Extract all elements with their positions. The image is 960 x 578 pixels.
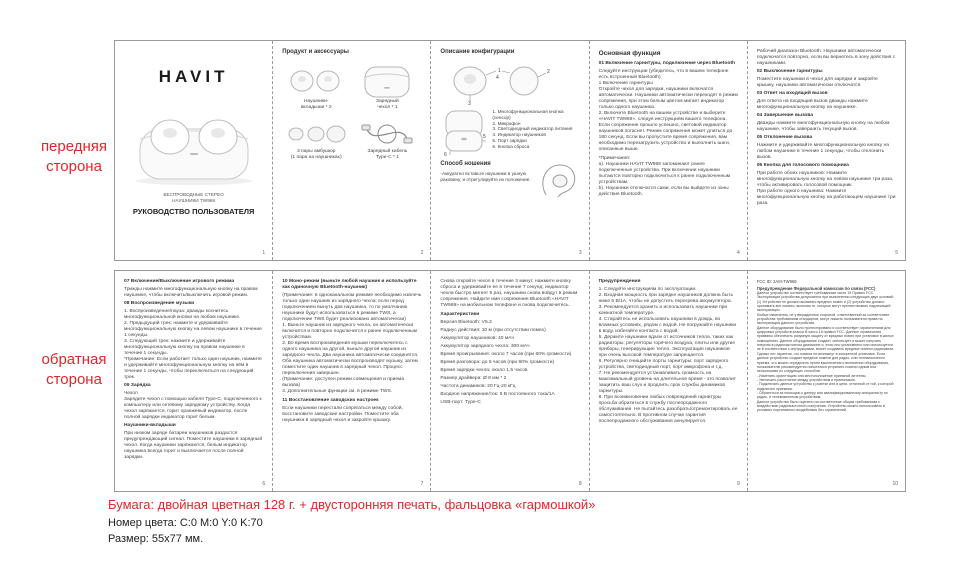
spec-item: USB-порт: Type-C bbox=[440, 400, 481, 405]
section-03-text: Для ответа на входящий вызов дважды нажмите многофункциональную кнопку на наушнике. bbox=[756, 99, 868, 110]
reset-text: Снова откройте чехол в течение 3 минут, нажмите кнопку сброса и удерживайте ее в течение 7 секунд; индикатор чехла быстро мигнет 5 раз, наушники снова войдут в режим сопряжения. Найдите имя сопряжения Bluetooth «HAVIT TW969» на мобильном телефоне и снова подключитесь. bbox=[440, 279, 578, 308]
front-label-line1: передняя bbox=[40, 138, 108, 155]
config-panel bbox=[431, 41, 589, 260]
cover-subtitle-2: НАУШНИКИ TW969 bbox=[172, 198, 216, 203]
config-item: 1. Многофункциональная кнопка (сенсор) bbox=[492, 109, 564, 120]
section-04-title: 04 Завершение вызова bbox=[756, 113, 814, 118]
section-08-title: 08 Воспроизведение музыки bbox=[124, 301, 195, 306]
section-11-title: 11 Восстановление заводских настроек bbox=[282, 398, 379, 403]
specs-heading: Характеристики bbox=[440, 312, 480, 317]
ear-tips-label: 3 пары амбушюр (1 пара на наушниках) bbox=[290, 149, 342, 160]
notes-text: *Примечания: a). Наушники HAVIT TW969 запоминают ранее подключенные устройства. При включении наушники пытаются повторно подключиться к ранее подключенным устройствам. b). Наушники отключатся сами, если вы выйдете из зоны действия Bluetooth. bbox=[598, 156, 731, 197]
products-panel bbox=[273, 41, 431, 260]
page-number: 7 bbox=[420, 481, 424, 487]
color-spec: Номер цвета: C:0 M:0 Y:0 K:70 bbox=[108, 517, 263, 529]
config-item: 3. Светодиодный индикатор питания bbox=[492, 126, 573, 132]
panel-9 bbox=[590, 271, 748, 491]
specs-list bbox=[440, 320, 579, 406]
section-10-title: 10 Моно-режим (выньте любой наушник и используйте как одиночную Bluetooth-наушник) bbox=[282, 279, 417, 290]
front-sheet bbox=[114, 40, 906, 261]
fcc-text: Данное устройство соответствует требованиям части 15 Правил FCC. Эксплуатация устройства допускается при выполнении следующих двух условий: (1) Устройство не должно вызывать вредных помех и (2) устройство должно принимать все помехи, включая те, которые могут препятствовать надлежащей эксплуатации. Любые изменения, не утвержденные стороной, ответственной за соответствие устройства требованиям стандартов, могут лишить пользователя права на эксплуатацию данного устройства. Данное оборудование было протестировано и соответствует ограничениям для цифровых устройств класса B части 15 правил FCC. Данные ограничения призваны обеспечить разумную защиту от вредных помех при установке в жилых помещениях. Данное оборудование создает, использует и может излучать энергию в радиочастотном диапазоне и, если оно установлено или используется не в соответствии с инструкциями, может создавать вредные помехи радиосвязи. Однако нет гарантии, что помехи не возникнут в конкретной установке. Если данное устройство создает вредные помехи для радио- или телевизионного приема, что можно определить путем выключения и включения оборудования, пользователю рекомендуется попытаться устранить помехи одним или несколькими из следующих способов: - Изменить ориентацию или местоположение приемной антенны. - Увеличить расстояние между устройством и приемником. - Подключить данное устройство к розетке или в цепи, отличной от той, к которой подключен приемник. - Обратиться за помощью к дилеру или квалифицированному специалисту по радио- и телевизионным устройствам. Данное устройство было оценено на соответствие общим требованиям к воздействию радиочастотного излучения. Устройство можно использовать в условиях портативного воздействия без ограничений. bbox=[756, 291, 894, 413]
page-number: 6 bbox=[262, 481, 266, 487]
section-05-text: Нажмите и удерживайте многофункциональную кнопку на любом наушнике в течение 1 секунды, чтобы отклонить вызов. bbox=[756, 143, 889, 160]
panel-7 bbox=[273, 271, 431, 491]
usb-cable-icon bbox=[353, 119, 421, 149]
cover-title: РУКОВОДСТВО ПОЛЬЗОВАТЕЛЯ bbox=[132, 207, 255, 216]
config-item: 5. Порт зарядки bbox=[492, 137, 527, 143]
callout-5: 5 bbox=[483, 134, 487, 140]
section-07-title: 07 Включение/Выключение игрового режима bbox=[124, 279, 235, 284]
charging-case-icon bbox=[353, 63, 421, 99]
brand-logo: HAVIT bbox=[158, 67, 229, 86]
basic-function-panel bbox=[590, 41, 748, 260]
page-number: 10 bbox=[892, 481, 899, 487]
spec-item: Время разговора: до 5 часов (при 60% громкости) bbox=[440, 360, 555, 365]
size-spec: Размер: 55х77 мм. bbox=[108, 533, 204, 545]
functions-panel bbox=[748, 41, 905, 260]
products-heading: Продукт и аксессуары bbox=[282, 49, 349, 55]
spec-item: Аккумулятор наушников: 40 мАч bbox=[440, 336, 515, 341]
section-01-text: Следуйте инструкции (убедитесь, что в вашем телефоне есть встроенный Bluetooth) 1 Включение гарнитуры Откройте чехол для зарядки, наушники включатся автоматически. Наушники автоматически переходят в режим сопряжения, при этом белым цветом мигает индикатор только одного наушника. 2. Включите Bluetooth на вашем устройстве и выберите «HAVIT TW969». следуя инструкциям вашего телефона. Если сопряжение прошло успешно, световой индикатор наушников погаснет. Режим сопряжения может длиться до 180 секунд. Если вы пропустите время сопряжения, вам необходимо перезагрузить устройство и выполнить шаги, описанные выше. bbox=[598, 69, 738, 152]
earbuds-icon bbox=[282, 63, 350, 99]
config-heading: Описание конфигурации bbox=[440, 49, 515, 55]
section-02-title: 02 Выключение гарнитуры bbox=[756, 69, 823, 74]
spec-item: Частота динамиков: 20 Гц-20 кГц bbox=[440, 384, 516, 389]
spec-item: Аккумулятор зарядного чехла: 300 мАч bbox=[440, 344, 530, 349]
page-number: 2 bbox=[420, 250, 424, 256]
config-item: 2. Микрофон bbox=[492, 120, 521, 126]
fcc-heading: Предупреждение Федеральной комиссии по связи (FCC) bbox=[756, 286, 876, 291]
back-label-line2: сторона bbox=[46, 371, 102, 388]
back-side-label bbox=[34, 350, 114, 390]
cable-item bbox=[353, 119, 421, 163]
config-list bbox=[492, 105, 579, 157]
page-number: 4 bbox=[737, 250, 740, 256]
cover-subtitle-1: БЕСПРОВОДНЫЕ СТЕРЕО bbox=[163, 192, 224, 197]
section-09-text: Чехол Зарядите чехол с помощью кабеля Type-C, подключенного к компьютеру или сетевому зарядному устройству. Когда чехол заряжается, горит оранжевый индикатор, после полной зарядки индикатор горит белым. bbox=[124, 391, 262, 420]
spec-item: Время проигрывания: около 7 часов (при 60% громкости) bbox=[440, 352, 572, 357]
back-label-line1: обратная bbox=[41, 351, 107, 368]
section-10-text: (Примечание: в одноканальном режиме необходимо извлечь только один наушник из зарядного чехла; если перед подключением вынуть два наушника, то по умолчанию наушники будут использоваться в режиме TWS, а подключение TWS будет реализовано автоматически) 1. Выньте наушник из зарядного чехла, он автоматически включится и повторно подключится к ранее подключенным устройствам. 2. Во время воспроизведения музыки переключитесь с одного наушника на другой, выньте другой наушник из зарядного чехла. Два наушника автоматически соединятся. Оба наушника автоматически воспроизводят музыку, затем поместите один наушник в зарядный чехол. Процесс переключения завершен. (Примечание: доступен режим совмещения и приема вызова) 3. Дополнительные функции см. в режиме TWS. bbox=[282, 293, 422, 394]
paper-spec: Бумага: двойная цветная 128 г. + двусторонняя печать, фальцовка «гармошкой» bbox=[108, 497, 596, 512]
spec-item: Время зарядки чехла: около 1,5 часов bbox=[440, 368, 528, 373]
spec-item: Размер драйвера: Ø 8 мм * 2 bbox=[440, 376, 507, 381]
panel-10 bbox=[748, 271, 905, 491]
spec-item: Радиус действия: 10 м (при отсутствии помех) bbox=[440, 328, 546, 333]
cover-panel bbox=[115, 41, 273, 260]
callout-2: 2 bbox=[547, 69, 551, 75]
section-09b-title: Наушники-вкладыши bbox=[124, 423, 176, 428]
wear-text: -Аккуратно вставьте наушники в ушную раковину, и отрегулируйте их положение. bbox=[440, 171, 531, 182]
callout-4: 4 bbox=[496, 75, 500, 81]
page-number: 1 bbox=[262, 250, 266, 256]
ear-wearing-icon bbox=[536, 161, 580, 201]
back-sheet bbox=[114, 270, 906, 492]
spec-item: Входное напряжение/ток: 5 В постоянного тока/1А bbox=[440, 392, 555, 397]
fcc-id: FCC ID: 2AM-TW969 bbox=[756, 279, 797, 284]
spec-item: Версия Bluetooth: V5.3 bbox=[440, 320, 492, 325]
panel-8 bbox=[431, 271, 589, 491]
section-01-title: 01 Включение гарнитуры, подключение через Bluetooth bbox=[598, 61, 735, 66]
section-11-text: Если наушники перестали сопрягаться между собой, восстановите заводские настройки. Поместите оба наушника в зарядный чехол и закройте крышку. bbox=[282, 406, 403, 423]
case-item bbox=[353, 63, 421, 113]
section-02-text: Поместите наушники в чехол для зарядки и закройте крышку, наушники автоматически отключатся. bbox=[756, 77, 878, 88]
warnings-heading: Предупреждения bbox=[598, 279, 641, 284]
earbud-diagram bbox=[440, 59, 560, 105]
section-03-title: 03 Ответ на входящий вызов bbox=[756, 91, 828, 96]
earbuds-label: Наушники- вкладыши * 2 bbox=[300, 99, 332, 110]
config-item: 4. Индикатор наушников bbox=[492, 132, 546, 138]
callout-1: 1 bbox=[498, 68, 502, 74]
basic-heading: Основная функция bbox=[598, 50, 661, 57]
section-09b-text: При низком заряде батареи наушников раздастся предупреждающий сигнал. Поместите наушники в зарядный чехол. Когда наушники заряжаются, белым индикатор наушника всегда горит и выключается после полной зарядки. bbox=[124, 431, 263, 460]
case-label: Зарядный чехол * 1 bbox=[376, 99, 399, 110]
callout-3: 3 bbox=[468, 101, 472, 105]
config-item: 6. Кнопка сброса bbox=[492, 143, 530, 149]
section-08-text: 1. Воспроизведение/пауза: дважды коснитесь многофункциональной кнопки на любом наушнике. 2. Предыдущий трек: нажмите и удерживайте многофункциональную кнопку на левом наушнике в течение 1 секунды. 3. Следующий трек: нажмите и удерживайте многофункциональную кнопку на правом наушнике в течение 1 секунды. *Примечание: Если работает только один наушник, нажмите и удерживайте многофункциональную кнопку на нём в течение 1 секунды, чтобы переключиться на следующий трек. bbox=[124, 309, 262, 380]
page-number: 5 bbox=[895, 250, 899, 256]
ear-tips-icon bbox=[282, 119, 350, 149]
warnings-text: 1. Следуйте инструкциям по эксплуатации. 2. Входная мощность при зарядке наушников должна быть ниже 5 В/1А, чтобы не допустить перегрева аккумулятора. 3. Рекомендуется хранить и использовать наушники при комнатной температуре. 4. Старайтесь не использовать наушники в дождь, во влажных условиях, рядом с водой. Не погружайте наушники в воду, избегайте контакта с водой. 5. Держите наушники вдали от источников тепла, таких как радиаторы, регуляторы горячего воздуха, плиты или другие приборы, генерирующие тепло. Эксплуатация наушников при очень высокой температуре запрещается. 6. Регулярно очищайте порты гарнитуры: порт зарядного устройства, светодиодный порт, порт микрофона и т.д. 7. Не рекомендуется устанавливать громкость на максимальный уровень на длительное время - это позволит защитить ваш слух и продлить срок службы динамиков гарнитуры. 8. При возникновении любых повреждений гарнитуры просьба обратиться в службу послепродажного обслуживания. Не пытайтесь разобрать/отремонтировать ее самостоятельно. В противном случае гарантия послепродажного обслуживания аннулируется. bbox=[598, 287, 738, 424]
cable-label: Зарядный кабель Type-C * 1 bbox=[367, 149, 408, 160]
earbuds-item bbox=[282, 63, 350, 113]
section-04-text: Дважды нажмите многофункциональную кнопку на любом наушнике, чтобы завершить текущий вызов. bbox=[756, 121, 890, 132]
callout-6: 6 bbox=[444, 152, 448, 157]
section-07-text: Трижды нажмите многофункциональную кнопку на правом наушнике, чтобы включить/выключить игровой режим. bbox=[124, 287, 258, 298]
section-09-title: 09 Зарядка bbox=[124, 383, 151, 388]
ear-tips-item bbox=[282, 119, 350, 163]
product-case-illustration bbox=[124, 93, 264, 188]
page-number: 8 bbox=[578, 481, 582, 487]
panel-6 bbox=[115, 271, 273, 491]
page-number: 3 bbox=[578, 250, 582, 256]
wear-heading: Способ ношения bbox=[440, 161, 491, 167]
section-06-text: При работе обоих наушников: Нажмите многофункциональную кнопку на левом наушнике три раза, чтобы активировать голосовой помощник. При работе одного наушника: Нажмите многофункциональную кнопку на работающем наушнике три раза. bbox=[756, 171, 896, 206]
section-05-title: 05 Отклонение вызова bbox=[756, 135, 813, 140]
section-06-title: 06 Кнопка для голосового помощника bbox=[756, 163, 849, 168]
page-number: 9 bbox=[737, 481, 740, 487]
open-case-diagram bbox=[440, 105, 488, 157]
range-text: Рабочий диапазон Bluetooth. Наушники автоматически подключатся повторно, если вы вернетесь в зону действия с наушниками. bbox=[756, 49, 896, 66]
front-side-label bbox=[34, 137, 114, 177]
front-label-line2: сторона bbox=[46, 158, 102, 175]
